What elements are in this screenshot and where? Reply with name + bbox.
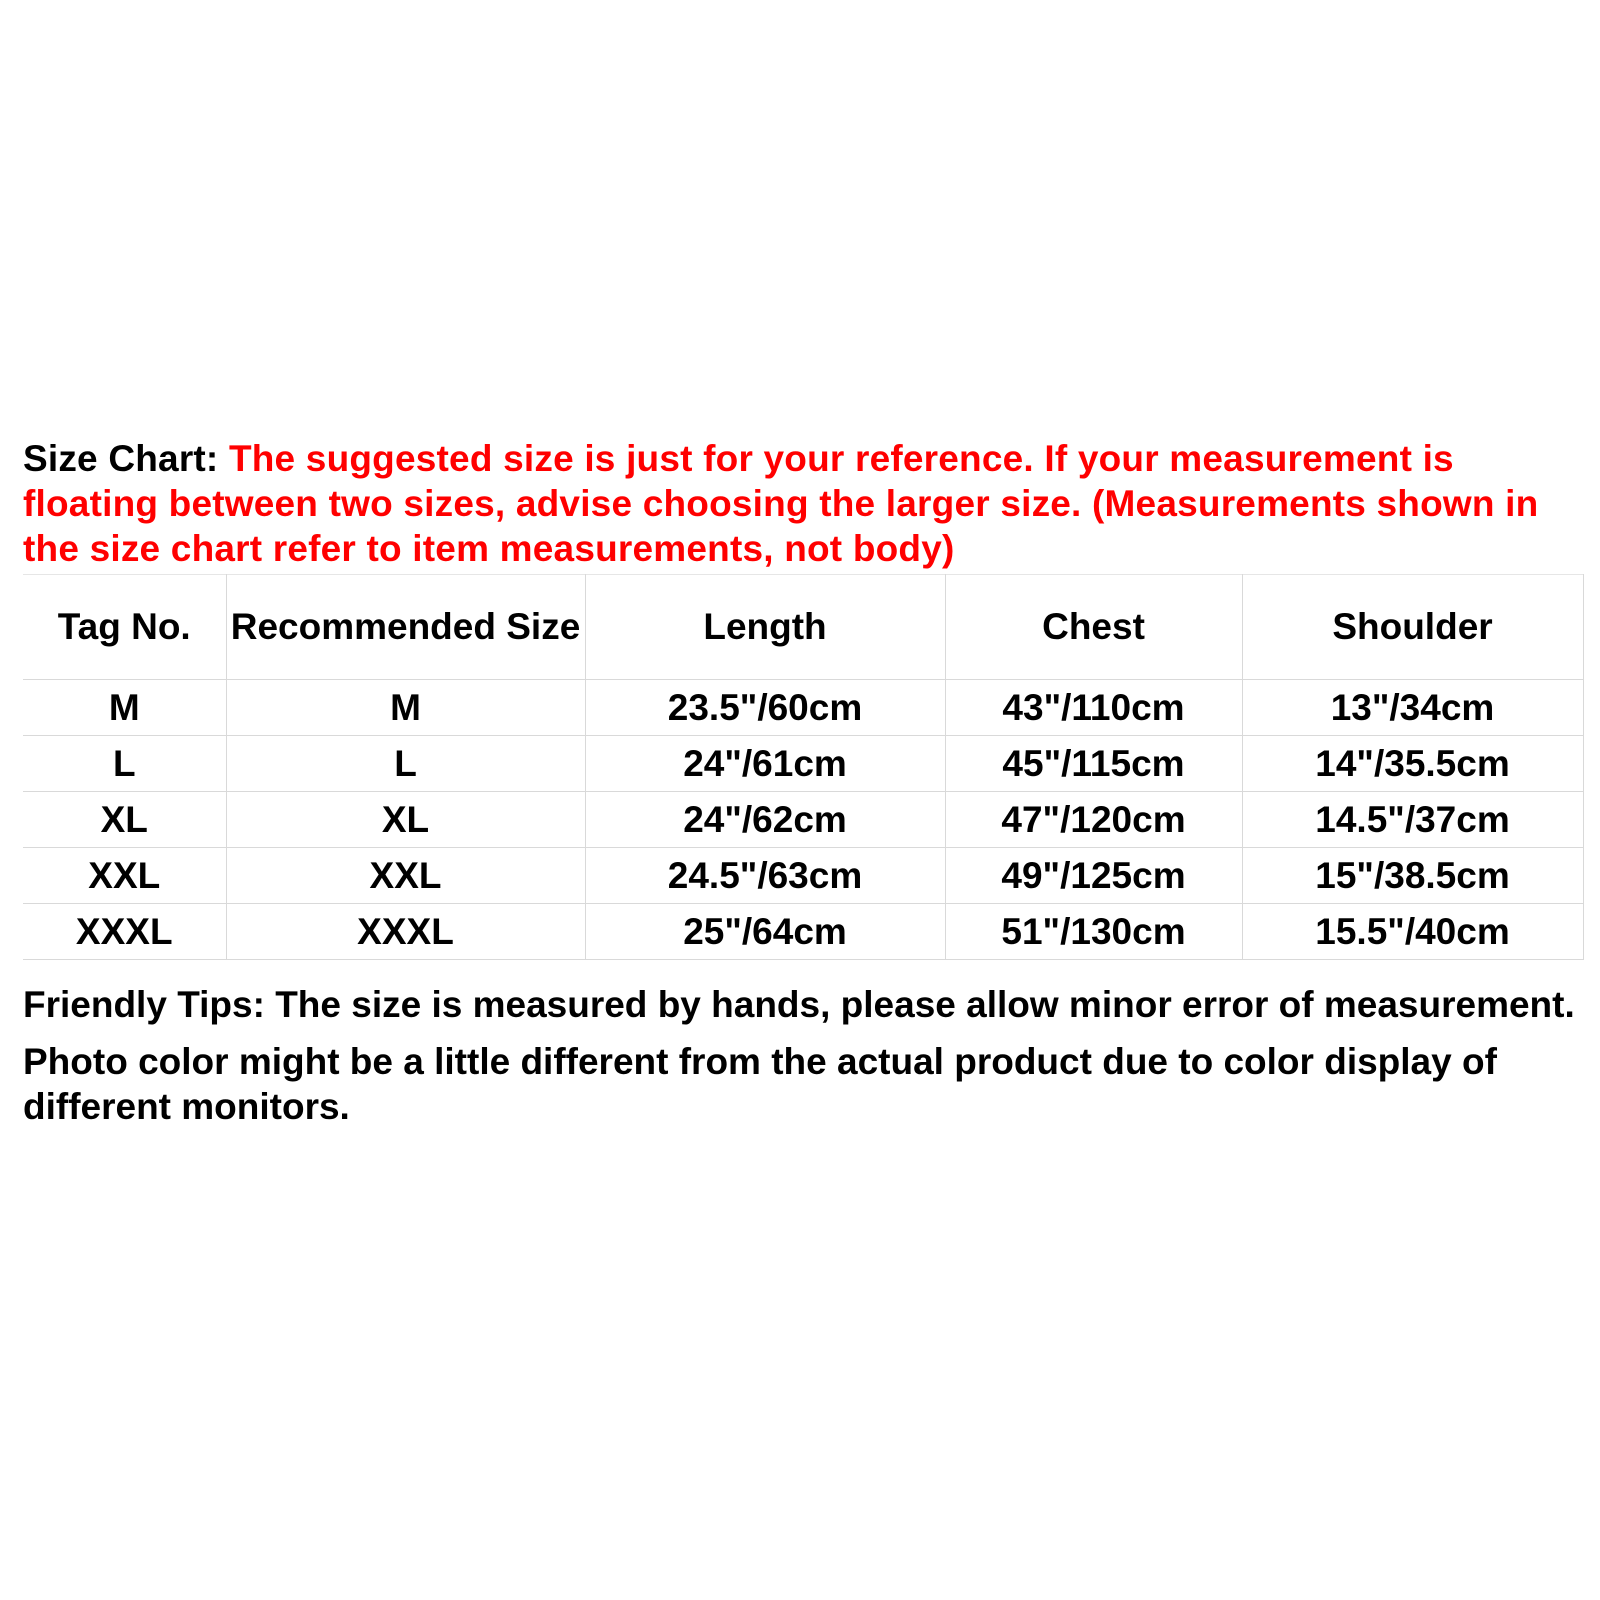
- table-row: [23, 736, 1583, 792]
- cell-shoulder: 15"/38.5cm: [1242, 848, 1583, 904]
- cell-recommended-size: XXXL: [226, 904, 585, 960]
- cell-shoulder: 13"/34cm: [1242, 680, 1583, 736]
- header-tag-no: Tag No.: [23, 575, 226, 680]
- cell-tag-no: L: [23, 736, 226, 792]
- header-length: Length: [585, 575, 945, 680]
- size-chart-note: The suggested size is just for your reference. If your measurement is floating between two sizes, advise choosing the larger size. (Measurements shown in the size chart refer to item measurements, not body): [23, 438, 1539, 569]
- table-row: [23, 848, 1583, 904]
- cell-chest: 45"/115cm: [945, 736, 1242, 792]
- cell-shoulder: 14.5"/37cm: [1242, 792, 1583, 848]
- cell-shoulder: 14"/35.5cm: [1242, 736, 1583, 792]
- cell-tag-no: XL: [23, 792, 226, 848]
- size-table: [23, 574, 1584, 960]
- cell-chest: 43"/110cm: [945, 680, 1242, 736]
- tip-measurement: Friendly Tips: The size is measured by hands, please allow minor error of measurement.: [23, 984, 1575, 1025]
- cell-recommended-size: M: [226, 680, 585, 736]
- table-header-row: [23, 575, 1583, 680]
- cell-recommended-size: XXL: [226, 848, 585, 904]
- size-chart-label: Size Chart:: [23, 438, 229, 479]
- table-row: [23, 792, 1583, 848]
- cell-length: 25"/64cm: [585, 904, 945, 960]
- cell-chest: 51"/130cm: [945, 904, 1242, 960]
- table-row: [23, 904, 1583, 960]
- cell-length: 24"/61cm: [585, 736, 945, 792]
- tip-photo-color: Photo color might be a little different from the actual product due to color display of different monitors.: [23, 1041, 1497, 1127]
- cell-length: 23.5"/60cm: [585, 680, 945, 736]
- friendly-tips: [23, 982, 1583, 1141]
- header-chest: Chest: [945, 575, 1242, 680]
- cell-tag-no: XXXL: [23, 904, 226, 960]
- header-shoulder: Shoulder: [1242, 575, 1583, 680]
- cell-recommended-size: L: [226, 736, 585, 792]
- cell-tag-no: XXL: [23, 848, 226, 904]
- table-row: [23, 680, 1583, 736]
- size-chart-intro: [23, 436, 1583, 571]
- cell-chest: 47"/120cm: [945, 792, 1242, 848]
- cell-chest: 49"/125cm: [945, 848, 1242, 904]
- header-recommended-size: Recommended Size: [226, 575, 585, 680]
- cell-tag-no: M: [23, 680, 226, 736]
- cell-length: 24.5"/63cm: [585, 848, 945, 904]
- cell-length: 24"/62cm: [585, 792, 945, 848]
- cell-shoulder: 15.5"/40cm: [1242, 904, 1583, 960]
- cell-recommended-size: XL: [226, 792, 585, 848]
